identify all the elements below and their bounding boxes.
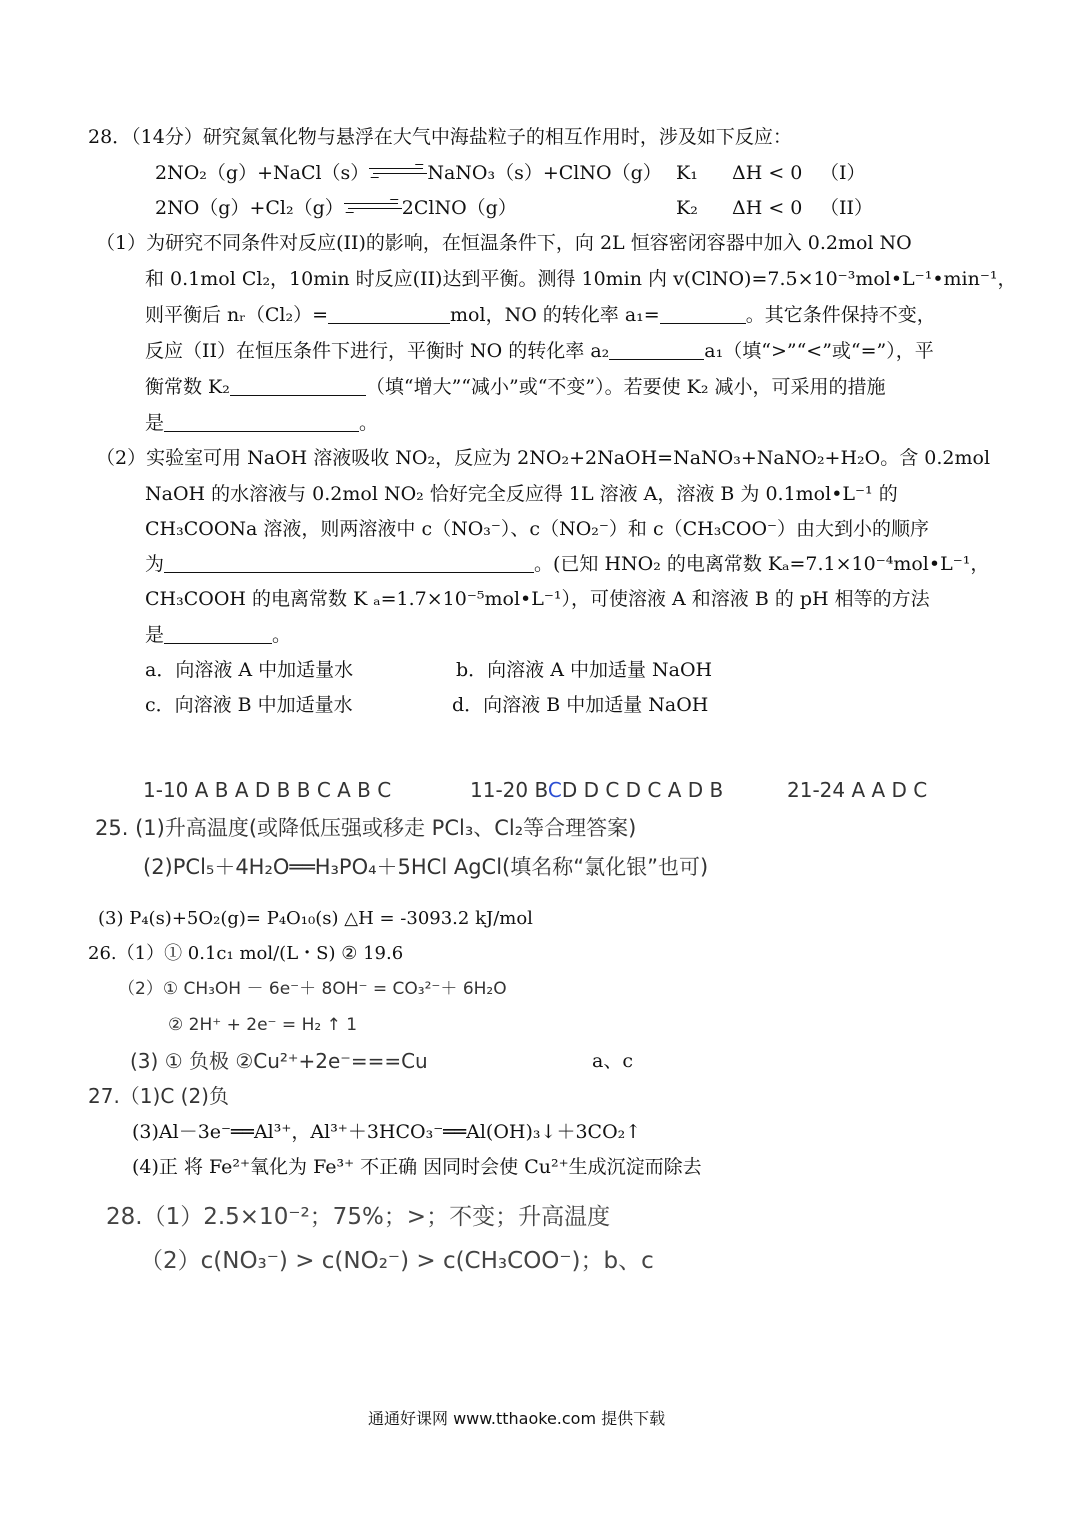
answer-blank-method[interactable] xyxy=(164,623,272,644)
answer-25-2: (2)PCl₅＋4H₂O══H₃PO₄＋5HCl AgCl(填名称“氯化银”也可) xyxy=(143,855,709,879)
p1-line-6 xyxy=(145,410,378,436)
reaction-1-k: K₁ xyxy=(676,162,698,184)
q28-header: 28．（14分）研究氮氧化物与悬浮在大气中海盐粒子的相互作用时，涉及如下反应： xyxy=(88,126,792,148)
answer-blank-measure[interactable] xyxy=(164,411,359,432)
p1-line-1: （1）为研究不同条件对反应(II)的影响，在恒温条件下，向 2L 恒容密闭容器中加入 0.2mol NO xyxy=(96,232,912,254)
answers-mc-1: 1-10 A B A D B B C A B C xyxy=(143,778,392,802)
reaction-2-dh: ΔH < 0 xyxy=(732,197,803,219)
answer-25-3: (3) P₄(s)+5O₂(g)= P₄O₁₀(s) △H = -3093.2 kJ/mol xyxy=(98,908,533,929)
option-a: a．向溶液 A 中加适量水 xyxy=(145,659,354,681)
answer-blank-n-cl2[interactable] xyxy=(328,303,450,324)
answers-mc-2 xyxy=(470,777,723,803)
answer-26-1: 26.（1）① 0.1c₁ mol/(L・S) ② 19.6 xyxy=(88,943,404,964)
p2-line-6-b: 。 xyxy=(272,624,292,646)
p2-line-3: CH₃COONa 溶液，则两溶液中 c（NO₃⁻）、c（NO₂⁻）和 c（CH₃COO⁻）由大到小的顺序 xyxy=(145,518,930,540)
p2-line-5: CH₃COOH 的电离常数 K ₐ=1.7×10⁻⁵mol•L⁻¹），可使溶液 A 和溶液 B 的 pH 相等的方法 xyxy=(145,588,930,610)
answer-26-4: (3) ① 负极 ②Cu²⁺+2e⁻===Cu xyxy=(130,1049,428,1073)
p2-line-6 xyxy=(145,622,291,648)
p1-line-5-a: 衡常数 K₂ xyxy=(145,376,230,398)
answer-blank-compare[interactable] xyxy=(609,339,704,360)
answer-26-2: （2）① CH₃OH － 6e⁻＋ 8OH⁻ = CO₃²⁻＋ 6H₂O xyxy=(118,979,507,999)
reaction-1-right: NaNO₃（s）+ClNO（g） xyxy=(427,162,662,184)
answer-blank-k2[interactable] xyxy=(230,375,366,396)
p1-line-4-a: 反应（II）在恒压条件下进行，平衡时 NO 的转化率 a₂ xyxy=(145,340,610,362)
p1-line-4 xyxy=(145,338,934,364)
p1-line-3 xyxy=(145,302,936,328)
answer-27-2: (3)Al－3e⁻══Al³⁺，Al³⁺＋3HCO₃⁻══Al(OH)₃↓＋3CO₂↑ xyxy=(132,1121,642,1143)
reaction-1-tag: （I） xyxy=(820,162,866,184)
reaction-2 xyxy=(155,195,517,221)
p2-line-4-b: 。(已知 HNO₂ 的电离常数 Kₐ=7.1×10⁻⁴mol•L⁻¹， xyxy=(534,553,990,575)
answer-28-1: 28.（1）2.5×10⁻²；75%；>；不变；升高温度 xyxy=(106,1204,611,1230)
reaction-1-dh: ΔH < 0 xyxy=(732,162,803,184)
p1-line-5 xyxy=(145,374,886,400)
answer-27-3: (4)正 将 Fe²⁺氧化为 Fe³⁺ 不正确 因同时会使 Cu²⁺生成沉淀而除去 xyxy=(132,1156,702,1178)
p1-line-6-b: 。 xyxy=(359,412,379,434)
p2-line-1: （2）实验室可用 NaOH 溶液吸收 NO₂，反应为 2NO₂+2NaOH=NaNO₃+NaNO₂+H₂O。含 0.2mol xyxy=(96,447,991,469)
p1-line-5-b: （填“增大”“减小”或“不变”）。若要使 K₂ 减小，可采用的措施 xyxy=(365,376,886,398)
answers-mc-2-b: C xyxy=(547,778,562,802)
option-b: b．向溶液 A 中加适量 NaOH xyxy=(456,659,713,681)
answer-26-3: ② 2H⁺ + 2e⁻ = H₂ ↑ 1 xyxy=(168,1015,358,1035)
answer-26-4-choice: a、c xyxy=(592,1050,633,1072)
answer-28-2: （2）c(NO₃⁻) > c(NO₂⁻) > c(CH₃COO⁻)；b、c xyxy=(140,1248,654,1274)
p1-line-3-a: 则平衡后 nᵣ（Cl₂）= xyxy=(145,304,329,326)
p1-line-3-c: 。其它条件保持不变， xyxy=(745,304,936,326)
footer-credit: 通通好课网 www.tthaoke.com 提供下载 xyxy=(368,1409,666,1428)
equilibrium-arrow-icon xyxy=(369,164,427,178)
answers-mc-3: 21-24 A A D C xyxy=(787,778,928,802)
answer-blank-a1[interactable] xyxy=(660,303,746,324)
answer-blank-order[interactable] xyxy=(164,552,534,573)
p1-line-6-a: 是 xyxy=(145,412,165,434)
reaction-2-tag: （II） xyxy=(820,197,874,219)
equilibrium-arrow-icon xyxy=(344,199,402,213)
option-d: d．向溶液 B 中加适量 NaOH xyxy=(452,694,709,716)
reaction-2-right: 2ClNO（g） xyxy=(401,197,517,219)
reaction-2-left: 2NO（g）+Cl₂（g） xyxy=(155,197,344,219)
p1-line-4-b: a₁（填“>”“<”或“=”），平 xyxy=(704,340,934,362)
reaction-2-k: K₂ xyxy=(676,197,698,219)
reaction-1-left: 2NO₂（g）+NaCl（s） xyxy=(155,162,370,184)
p2-line-4-a: 为 xyxy=(145,553,165,575)
answers-mc-2-a: 11-20 B xyxy=(470,778,548,802)
p2-line-6-a: 是 xyxy=(145,624,165,646)
answer-25-1: 25. (1)升高温度(或降低压强或移走 PCl₃、Cl₂等合理答案) xyxy=(95,816,637,840)
answer-27-1: 27.（1)C (2)负 xyxy=(88,1084,229,1108)
p1-line-3-b: mol，NO 的转化率 a₁= xyxy=(450,304,660,326)
p1-line-2: 和 0.1mol Cl₂，10min 时反应(II)达到平衡。测得 10min 内 v(ClNO)=7.5×10⁻³mol•L⁻¹•min⁻¹， xyxy=(145,268,1017,290)
option-c: c．向溶液 B 中加适量水 xyxy=(145,694,353,716)
answers-mc-2-c: D D C D C A D B xyxy=(561,778,724,802)
p2-line-4 xyxy=(145,551,989,577)
reaction-1 xyxy=(155,160,662,186)
p2-line-2: NaOH 的水溶液与 0.2mol NO₂ 恰好完全反应得 1L 溶液 A，溶液 B 为 0.1mol•L⁻¹ 的 xyxy=(145,483,898,505)
